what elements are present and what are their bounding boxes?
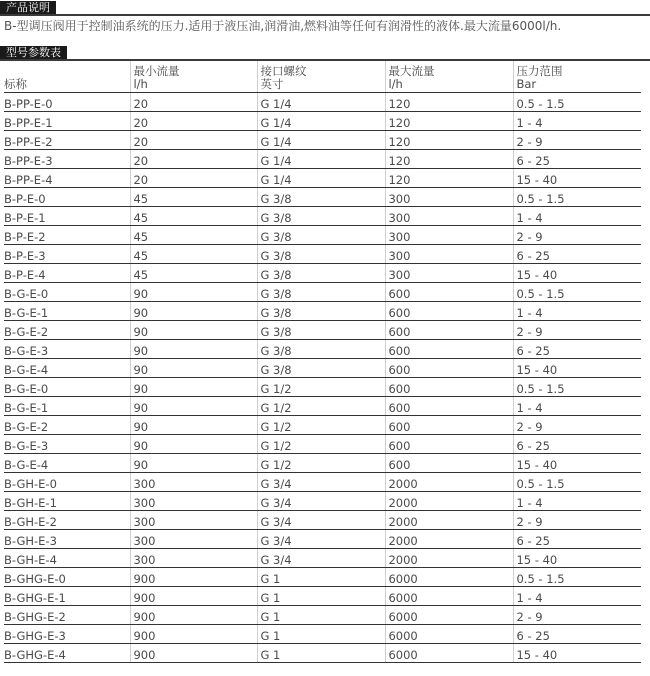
table-row	[4, 93, 641, 112]
cell-min-flow: 20	[131, 131, 258, 150]
cell-min-flow: 300	[131, 492, 258, 511]
column-header-line2: Bar	[516, 77, 537, 91]
cell-min-flow: 20	[131, 93, 258, 112]
table-row	[4, 340, 641, 359]
cell-max-flow: 300	[386, 226, 514, 245]
cell-max-flow: 600	[386, 283, 514, 302]
table-row	[4, 150, 641, 169]
table-row	[4, 587, 641, 606]
column-header-line1: 标称	[4, 77, 27, 91]
cell-pressure-range: 6 - 25	[514, 150, 641, 169]
params-table	[4, 61, 641, 663]
cell-max-flow: 2000	[386, 530, 514, 549]
cell-min-flow: 90	[131, 359, 258, 378]
cell-min-flow: 90	[131, 302, 258, 321]
cell-min-flow: 90	[131, 340, 258, 359]
cell-max-flow: 6000	[386, 606, 514, 625]
cell-thread: G 3/8	[258, 207, 386, 226]
column-header-name	[4, 61, 131, 93]
cell-pressure-range: 2 - 9	[514, 131, 641, 150]
cell-max-flow: 300	[386, 188, 514, 207]
cell-model: B-P-E-0	[4, 188, 131, 207]
table-row	[4, 549, 641, 568]
cell-model: B-G-E-4	[4, 359, 131, 378]
table-row	[4, 568, 641, 587]
table-row	[4, 378, 641, 397]
cell-max-flow: 300	[386, 245, 514, 264]
table-row	[4, 416, 641, 435]
cell-min-flow: 20	[131, 169, 258, 188]
table-header-row	[4, 61, 641, 93]
cell-pressure-range: 1 - 4	[514, 207, 641, 226]
cell-model: B-GHG-E-0	[4, 568, 131, 587]
cell-thread: G 1/4	[258, 131, 386, 150]
cell-thread: G 3/4	[258, 492, 386, 511]
cell-pressure-range: 0.5 - 1.5	[514, 378, 641, 397]
cell-max-flow: 6000	[386, 568, 514, 587]
cell-max-flow: 600	[386, 454, 514, 473]
cell-max-flow: 6000	[386, 587, 514, 606]
table-row	[4, 207, 641, 226]
cell-model: B-G-E-1	[4, 302, 131, 321]
cell-min-flow: 20	[131, 150, 258, 169]
cell-model: B-GHG-E-3	[4, 625, 131, 644]
cell-pressure-range: 2 - 9	[514, 606, 641, 625]
cell-max-flow: 300	[386, 264, 514, 283]
cell-model: B-G-E-0	[4, 378, 131, 397]
cell-pressure-range: 0.5 - 1.5	[514, 93, 641, 112]
cell-model: B-GHG-E-2	[4, 606, 131, 625]
cell-thread: G 3/8	[258, 340, 386, 359]
table-row	[4, 359, 641, 378]
cell-pressure-range: 1 - 4	[514, 302, 641, 321]
cell-max-flow: 120	[386, 131, 514, 150]
column-header-max-flow	[386, 61, 514, 93]
cell-max-flow: 120	[386, 150, 514, 169]
cell-pressure-range: 1 - 4	[514, 587, 641, 606]
cell-pressure-range: 6 - 25	[514, 245, 641, 264]
cell-thread: G 1/4	[258, 93, 386, 112]
cell-thread: G 1/4	[258, 150, 386, 169]
product-description-text: B-型调压阀用于控制油系统的压力.适用于液压油,润滑油,燃料油等任何有润滑性的液体.最大流量6000l/h.	[4, 19, 562, 33]
cell-pressure-range: 2 - 9	[514, 226, 641, 245]
cell-min-flow: 45	[131, 207, 258, 226]
cell-thread: G 3/8	[258, 302, 386, 321]
cell-model: B-G-E-3	[4, 340, 131, 359]
cell-thread: G 1/2	[258, 378, 386, 397]
cell-thread: G 3/8	[258, 188, 386, 207]
cell-model: B-G-E-4	[4, 454, 131, 473]
cell-thread: G 1/2	[258, 435, 386, 454]
cell-pressure-range: 15 - 40	[514, 454, 641, 473]
cell-min-flow: 900	[131, 625, 258, 644]
cell-model: B-G-E-3	[4, 435, 131, 454]
column-header-line2: l/h	[388, 77, 403, 91]
cell-min-flow: 300	[131, 473, 258, 492]
cell-max-flow: 120	[386, 169, 514, 188]
cell-model: B-G-E-1	[4, 397, 131, 416]
cell-max-flow: 600	[386, 321, 514, 340]
column-header-line1: 接口螺纹	[260, 64, 307, 78]
cell-pressure-range: 1 - 4	[514, 112, 641, 131]
cell-max-flow: 2000	[386, 473, 514, 492]
cell-model: B-PP-E-3	[4, 150, 131, 169]
cell-pressure-range: 6 - 25	[514, 530, 641, 549]
cell-model: B-G-E-0	[4, 283, 131, 302]
cell-max-flow: 2000	[386, 511, 514, 530]
cell-pressure-range: 15 - 40	[514, 264, 641, 283]
cell-min-flow: 45	[131, 245, 258, 264]
table-row	[4, 131, 641, 150]
table-row	[4, 397, 641, 416]
cell-pressure-range: 15 - 40	[514, 644, 641, 663]
cell-thread: G 1	[258, 644, 386, 663]
cell-max-flow: 600	[386, 435, 514, 454]
cell-thread: G 1	[258, 625, 386, 644]
cell-model: B-P-E-1	[4, 207, 131, 226]
cell-thread: G 3/4	[258, 549, 386, 568]
cell-max-flow: 600	[386, 359, 514, 378]
cell-model: B-GH-E-4	[4, 549, 131, 568]
cell-thread: G 1	[258, 606, 386, 625]
cell-model: B-P-E-2	[4, 226, 131, 245]
cell-thread: G 3/4	[258, 530, 386, 549]
cell-thread: G 3/4	[258, 473, 386, 492]
cell-thread: G 1/2	[258, 454, 386, 473]
product-description-label: 产品说明	[0, 1, 56, 14]
cell-pressure-range: 0.5 - 1.5	[514, 473, 641, 492]
cell-model: B-PP-E-2	[4, 131, 131, 150]
cell-model: B-GHG-E-1	[4, 587, 131, 606]
cell-model: B-PP-E-1	[4, 112, 131, 131]
column-header-line2: l/h	[133, 77, 148, 91]
cell-pressure-range: 6 - 25	[514, 435, 641, 454]
cell-thread: G 1/4	[258, 112, 386, 131]
cell-min-flow: 300	[131, 530, 258, 549]
cell-max-flow: 600	[386, 397, 514, 416]
cell-model: B-PP-E-4	[4, 169, 131, 188]
table-row	[4, 492, 641, 511]
cell-thread: G 1/2	[258, 397, 386, 416]
cell-thread: G 3/8	[258, 359, 386, 378]
cell-model: B-PP-E-0	[4, 93, 131, 112]
table-row	[4, 511, 641, 530]
table-row	[4, 226, 641, 245]
cell-min-flow: 300	[131, 549, 258, 568]
cell-model: B-GH-E-0	[4, 473, 131, 492]
cell-model: B-G-E-2	[4, 416, 131, 435]
table-row	[4, 245, 641, 264]
cell-min-flow: 45	[131, 264, 258, 283]
cell-max-flow: 600	[386, 340, 514, 359]
column-header-line1: 最大流量	[388, 64, 435, 78]
table-row	[4, 112, 641, 131]
cell-min-flow: 90	[131, 378, 258, 397]
cell-pressure-range: 6 - 25	[514, 625, 641, 644]
cell-min-flow: 45	[131, 226, 258, 245]
cell-pressure-range: 0.5 - 1.5	[514, 283, 641, 302]
column-header-line1: 最小流量	[133, 64, 180, 78]
cell-min-flow: 20	[131, 112, 258, 131]
cell-min-flow: 90	[131, 283, 258, 302]
table-row	[4, 283, 641, 302]
cell-min-flow: 90	[131, 435, 258, 454]
cell-model: B-P-E-4	[4, 264, 131, 283]
cell-pressure-range: 15 - 40	[514, 549, 641, 568]
table-row	[4, 169, 641, 188]
column-header-line1: 压力范围	[516, 64, 563, 78]
table-row	[4, 321, 641, 340]
cell-min-flow: 90	[131, 321, 258, 340]
cell-max-flow: 600	[386, 416, 514, 435]
cell-model: B-G-E-2	[4, 321, 131, 340]
table-row	[4, 473, 641, 492]
table-row	[4, 264, 641, 283]
table-row	[4, 625, 641, 644]
table-row	[4, 188, 641, 207]
table-row	[4, 644, 641, 663]
cell-pressure-range: 1 - 4	[514, 492, 641, 511]
cell-max-flow: 600	[386, 302, 514, 321]
column-header-line2: 英寸	[260, 77, 284, 91]
cell-pressure-range: 6 - 25	[514, 340, 641, 359]
cell-thread: G 3/8	[258, 264, 386, 283]
cell-thread: G 1/4	[258, 169, 386, 188]
cell-max-flow: 120	[386, 93, 514, 112]
cell-max-flow: 300	[386, 207, 514, 226]
cell-model: B-GH-E-2	[4, 511, 131, 530]
cell-min-flow: 900	[131, 644, 258, 663]
cell-min-flow: 90	[131, 454, 258, 473]
table-row	[4, 435, 641, 454]
cell-thread: G 1/2	[258, 416, 386, 435]
cell-thread: G 3/4	[258, 511, 386, 530]
cell-model: B-GH-E-1	[4, 492, 131, 511]
cell-thread: G 3/8	[258, 283, 386, 302]
cell-model: B-GHG-E-4	[4, 644, 131, 663]
cell-max-flow: 6000	[386, 625, 514, 644]
cell-pressure-range: 1 - 4	[514, 397, 641, 416]
cell-max-flow: 6000	[386, 644, 514, 663]
cell-max-flow: 600	[386, 378, 514, 397]
cell-pressure-range: 15 - 40	[514, 169, 641, 188]
cell-min-flow: 900	[131, 606, 258, 625]
table-row	[4, 454, 641, 473]
cell-pressure-range: 0.5 - 1.5	[514, 188, 641, 207]
column-header-thread	[258, 61, 386, 93]
cell-thread: G 3/8	[258, 226, 386, 245]
product-description-header	[0, 0, 650, 16]
cell-model: B-GH-E-3	[4, 530, 131, 549]
cell-max-flow: 120	[386, 112, 514, 131]
params-table-body	[4, 61, 641, 663]
cell-min-flow: 900	[131, 587, 258, 606]
cell-pressure-range: 0.5 - 1.5	[514, 568, 641, 587]
table-row	[4, 302, 641, 321]
cell-model: B-P-E-3	[4, 245, 131, 264]
params-table-label: 型号参数表	[0, 46, 67, 59]
cell-min-flow: 90	[131, 397, 258, 416]
table-row	[4, 530, 641, 549]
cell-min-flow: 900	[131, 568, 258, 587]
cell-thread: G 3/8	[258, 245, 386, 264]
column-header-min-flow	[131, 61, 258, 93]
column-header-pressure-range	[514, 61, 641, 93]
table-row	[4, 606, 641, 625]
cell-max-flow: 2000	[386, 549, 514, 568]
cell-min-flow: 300	[131, 511, 258, 530]
cell-pressure-range: 2 - 9	[514, 511, 641, 530]
cell-thread: G 1	[258, 568, 386, 587]
cell-min-flow: 45	[131, 188, 258, 207]
cell-thread: G 1	[258, 587, 386, 606]
cell-min-flow: 90	[131, 416, 258, 435]
cell-max-flow: 2000	[386, 492, 514, 511]
cell-pressure-range: 2 - 9	[514, 321, 641, 340]
cell-thread: G 3/8	[258, 321, 386, 340]
cell-pressure-range: 15 - 40	[514, 359, 641, 378]
cell-pressure-range: 2 - 9	[514, 416, 641, 435]
params-table-header	[0, 45, 650, 61]
